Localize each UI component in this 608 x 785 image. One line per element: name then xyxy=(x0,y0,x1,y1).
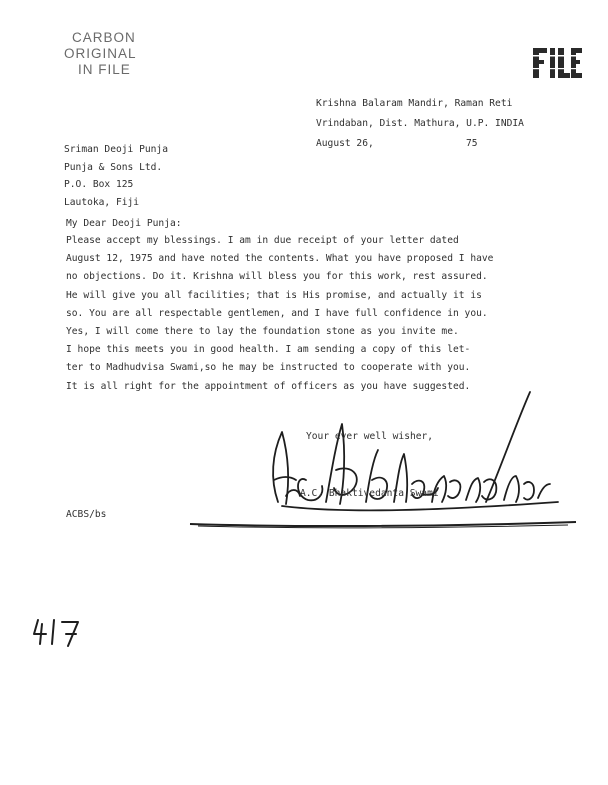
letter-date xyxy=(316,138,524,158)
stamp-line-in-file: IN FILE xyxy=(78,62,131,77)
sender-line-1: Krishna Balaram Mandir, Raman Reti xyxy=(316,98,513,109)
body-line: It is all right for the appointment of officers as you have suggested. xyxy=(66,380,471,392)
body-line: so. You are all respectable gentlemen, and I have full confidence in you. xyxy=(66,307,488,319)
sender-address xyxy=(316,98,524,158)
signature-typed-name: A.C. Bhaktivedanta Swami xyxy=(300,488,439,499)
handwritten-signature xyxy=(186,384,566,524)
paragraph-1 xyxy=(66,235,493,326)
letter-body xyxy=(66,235,493,399)
recipient-company: Punja & Sons Ltd. xyxy=(64,161,163,173)
signature-underline xyxy=(188,516,578,530)
body-line: I hope this meets you in good health. I am sending a copy of this let- xyxy=(66,344,471,356)
recipient-city: Lautoka, Fiji xyxy=(64,196,140,208)
stamp-line-carbon: CARBON xyxy=(72,30,136,45)
reference-initials: ACBS/bs xyxy=(66,509,107,520)
body-line: August 12, 1975 and have noted the contents. What you have proposed I have xyxy=(66,253,494,265)
file-stamp-mark xyxy=(531,42,583,86)
body-line: ter to Madhudvisa Swami,so he may be instructed to cooperate with you. xyxy=(66,362,471,374)
stamp-line-original: ORIGINAL xyxy=(64,46,137,61)
recipient-po-box: P.O. Box 125 xyxy=(64,179,134,190)
salutation: My Dear Deoji Punja: xyxy=(66,218,182,229)
sender-line-2: Vrindaban, Dist. Mathura, U.P. INDIA xyxy=(316,118,524,129)
body-line: no objections. Do it. Krishna will bless you for this work, rest assured. xyxy=(66,271,488,283)
body-line: Yes, I will come there to lay the foundation stone as you invite me. xyxy=(66,325,459,337)
body-line: He will give you all facilities; that is His promise, and actually it is xyxy=(66,289,482,301)
recipient-name: Sriman Deoji Punja xyxy=(64,144,168,155)
date-year: 75 xyxy=(466,138,478,149)
recipient-address xyxy=(64,144,168,214)
complimentary-close: Your ever well wisher, xyxy=(306,431,434,442)
paragraph-3 xyxy=(66,344,493,380)
handwritten-page-number-417 xyxy=(28,614,88,650)
date-text: August 26, xyxy=(316,138,374,149)
body-line: Please accept my blessings. I am in due receipt of your letter dated xyxy=(66,235,459,246)
carbon-original-stamp xyxy=(64,30,137,78)
paragraph-2 xyxy=(66,326,493,344)
